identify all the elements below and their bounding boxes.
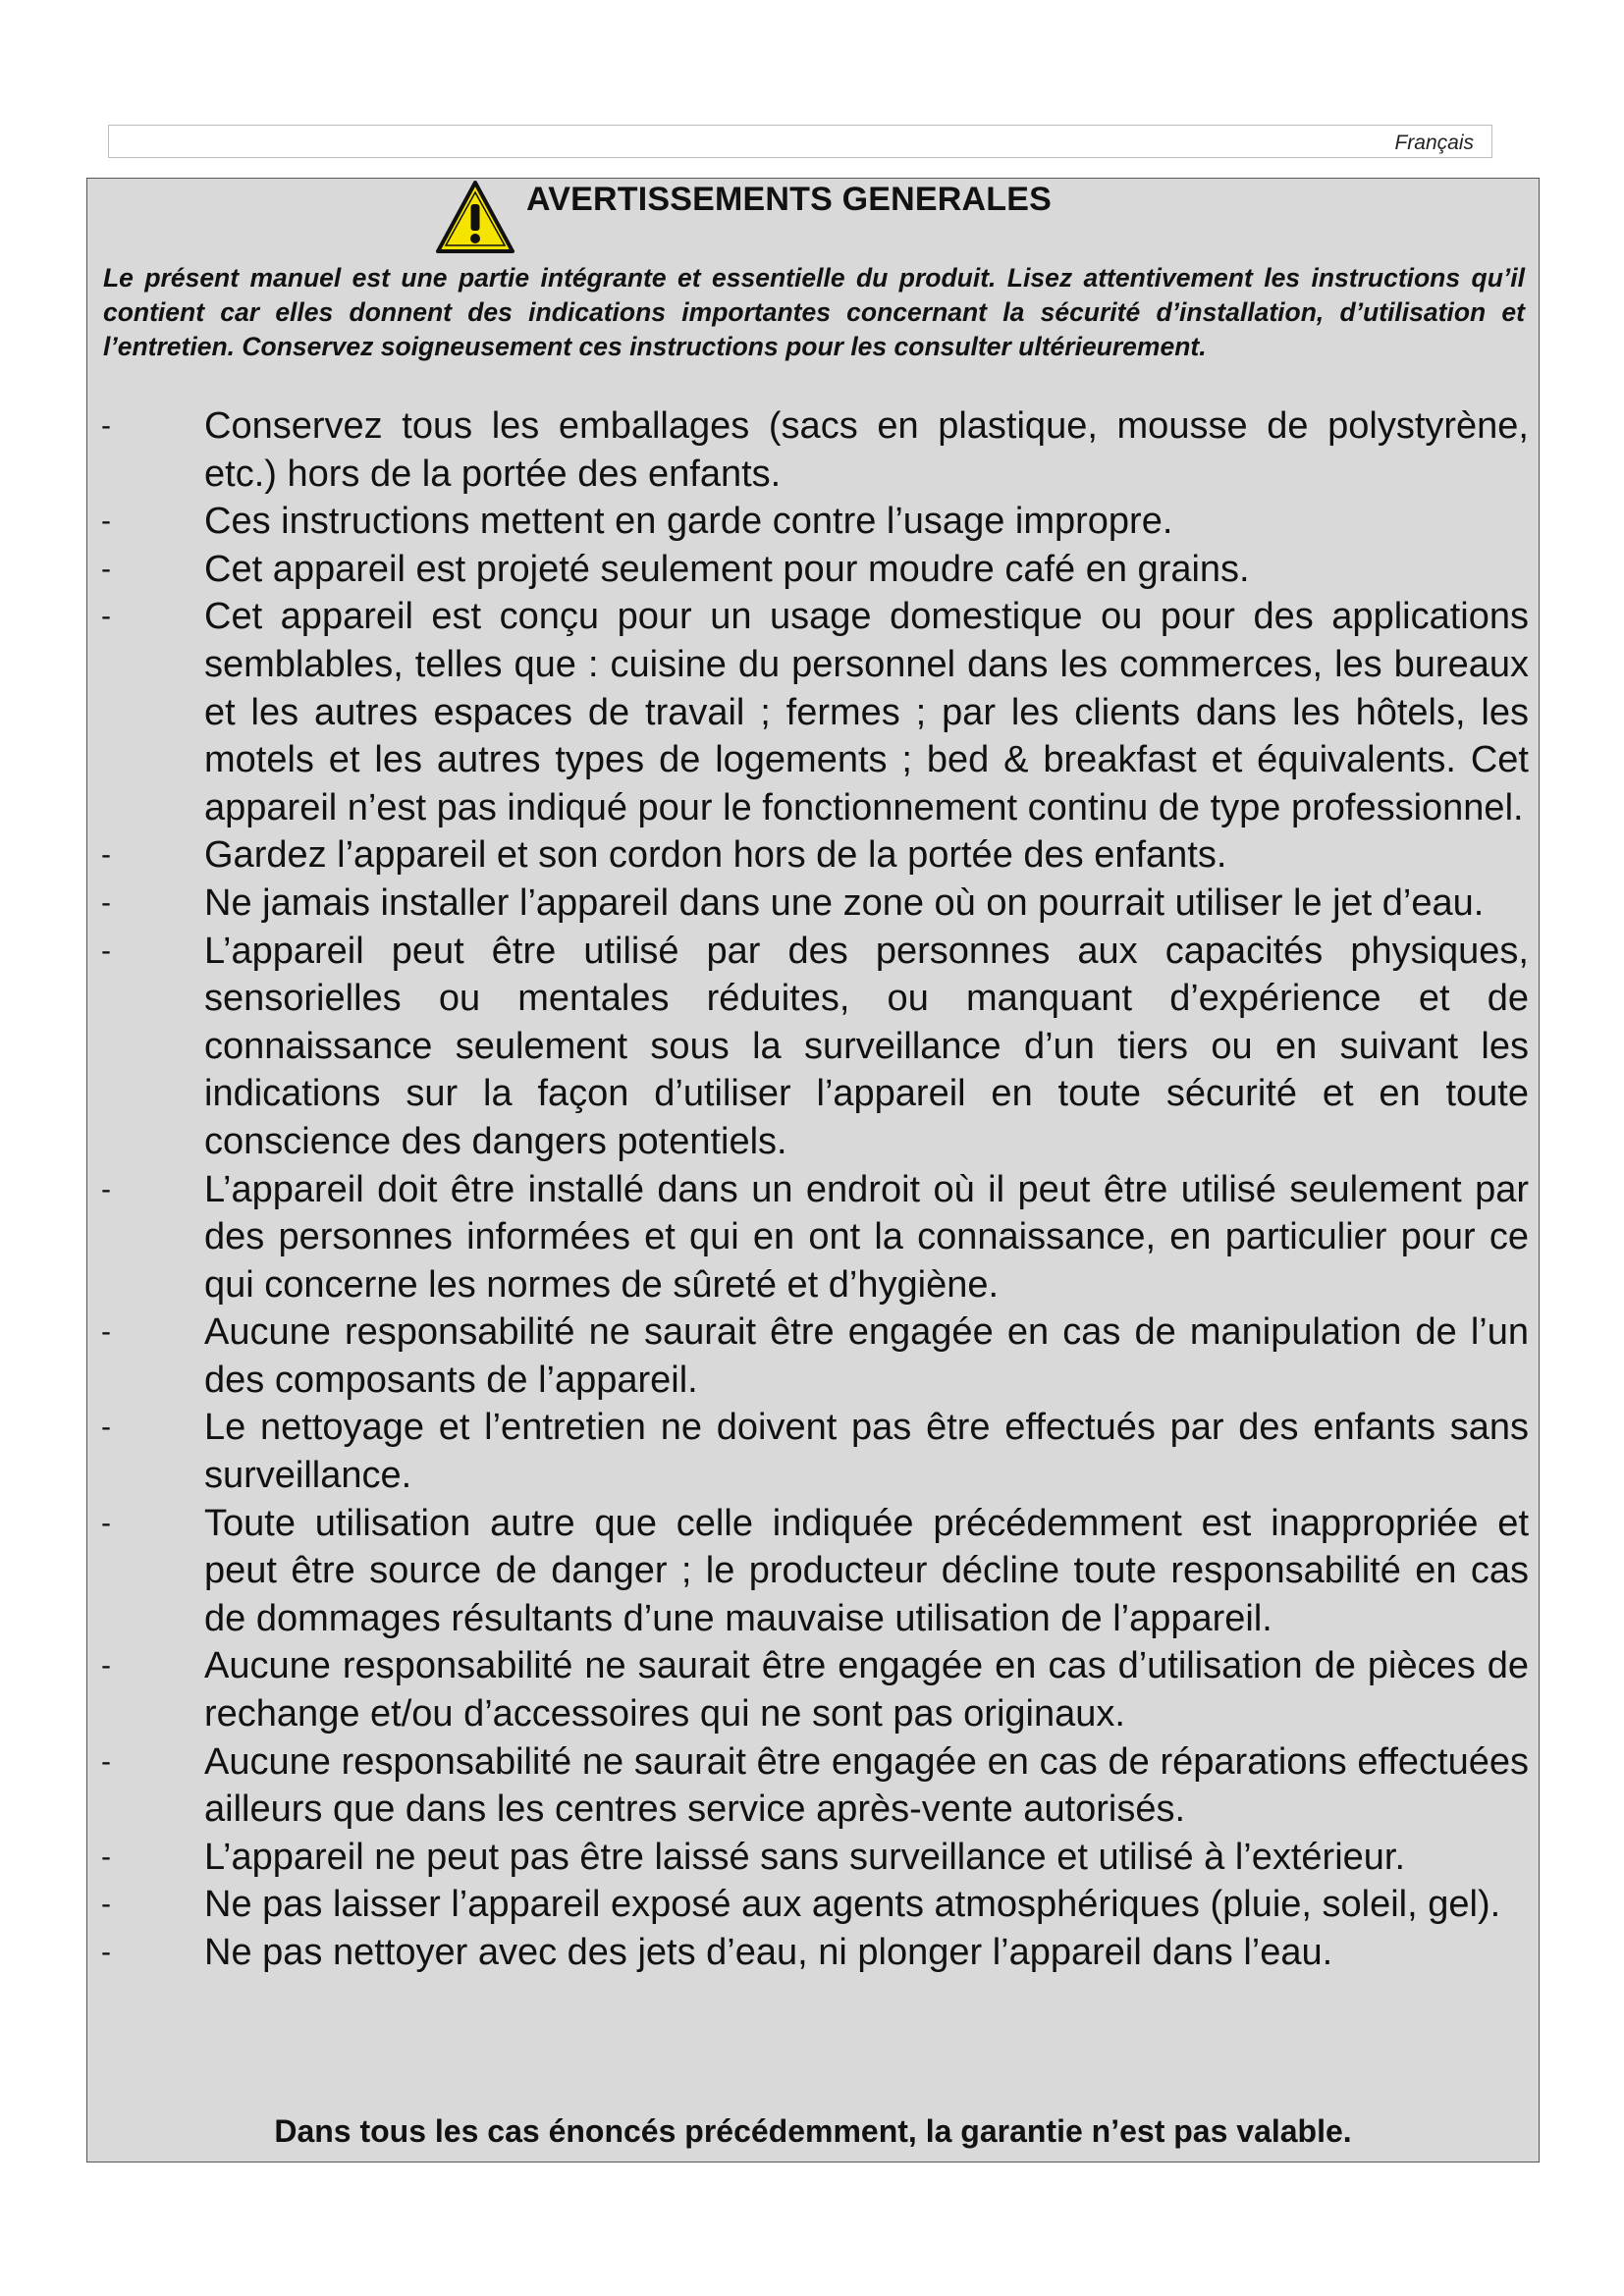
list-item: - Ne pas laisser l’appareil exposé aux agents atmosphériques (pluie, soleil, gel).: [101, 1884, 1501, 1926]
list-item: - Ces instructions mettent en garde contre l’usage impropre.: [101, 501, 1173, 543]
language-header: [108, 125, 1492, 158]
warning-list: [101, 402, 1529, 1977]
item-text: Aucune responsabilité ne saurait être engagée en cas de réparations effectuées ailleurs que dans les centres service après-vente autorisés.: [204, 1740, 1529, 1831]
list-item: - Ne jamais installer l’appareil dans une zone où on pourrait utiliser le jet d’eau.: [101, 881, 1485, 924]
list-item: - Gardez l’appareil et son cordon hors de la portée des enfants.: [101, 834, 1227, 877]
item-text: L’appareil peut être utilisé par des personnes aux capacités physiques, sensorielles ou mentales réduites, ou manquant d’expérience et de connaissance seulement sous la surveillance d’un tiers ou en suivant les indications sur la façon d’utiliser l’appareil en toute sécurité et en toute conscience des dangers potentiels.: [204, 930, 1529, 1162]
warnings-title: AVERTISSEMENTS GENERALES: [526, 181, 1053, 218]
list-item: - Le nettoyage et l’entretien ne doivent pas être effectués par des enfants sans surveillance.: [101, 1407, 1529, 1497]
warnings-box: [86, 178, 1540, 2163]
item-text: Cet appareil est projeté seulement pour moudre café en grains.: [204, 548, 1250, 590]
list-item: - L’appareil ne peut pas être laissé sans surveillance et utilisé à l’extérieur.: [101, 1836, 1406, 1878]
item-text: Conservez tous les emballages (sacs en plastique, mousse de polystyrène, etc.) hors de la portée des enfants.: [204, 405, 1529, 495]
item-text: L’appareil doit être installé dans un endroit où il peut être utilisé seulement par des personnes informées et qui en ont la connaissance, en particulier pour ce qui concerne les normes de sûreté et d’hygiène.: [204, 1168, 1529, 1306]
item-text: Ces instructions mettent en garde contre l’usage impropre.: [204, 501, 1173, 543]
item-text: L’appareil ne peut pas être laissé sans surveillance et utilisé à l’extérieur.: [204, 1836, 1406, 1878]
warranty-footer: Dans tous les cas énoncés précédemment, la garantie n’est pas valable.: [274, 2113, 1352, 2149]
item-text: Gardez l’appareil et son cordon hors de la portée des enfants.: [204, 834, 1227, 877]
item-text: Ne pas laisser l’appareil exposé aux agents atmosphériques (pluie, soleil, gel).: [204, 1884, 1501, 1926]
language-label: Français: [1394, 132, 1474, 154]
item-text: Ne jamais installer l’appareil dans une zone où on pourrait utiliser le jet d’eau.: [204, 881, 1485, 924]
item-text: Ne pas nettoyer avec des jets d’eau, ni plonger l’appareil dans l’eau.: [204, 1932, 1333, 1973]
list-item: - Ne pas nettoyer avec des jets d’eau, ni plonger l’appareil dans l’eau.: [101, 1932, 1333, 1973]
list-item: - Aucune responsabilité ne saurait être engagée en cas d’utilisation de pièces de rechange et/ou d’accessoires qui ne sont pas originaux.: [101, 1645, 1529, 1735]
item-text: Aucune responsabilité ne saurait être engagée en cas d’utilisation de pièces de rechange et/ou d’accessoires qui ne sont pas originaux.: [204, 1645, 1529, 1735]
list-item: - Aucune responsabilité ne saurait être engagée en cas de manipulation de l’un des composants de l’appareil.: [101, 1311, 1529, 1401]
list-item: - Cet appareil est conçu pour un usage domestique ou pour des applications semblables, telles que : cuisine du personnel dans les commerces, les bureaux et les autres espaces de travail ; fermes ; par les clients dans les hôtels, les motels et les autres types de logements ; bed & breakfast et équivalents. Cet appareil n’est pas indiqué pour le fonctionnement continu de type professionnel.: [101, 596, 1529, 828]
item-text: Cet appareil est conçu pour un usage domestique ou pour des applications semblables, telles que : cuisine du personnel dans les commerces, les bureaux et les autres espaces de travail ; fermes ; par les clients dans les hôtels, les motels et les autres types de logements ; bed & breakfast et équivalents. Cet appareil n’est pas indiqué pour le fonctionnement continu de type professionnel.: [204, 596, 1529, 828]
item-text: Toute utilisation autre que celle indiquée précédemment est inappropriée et peut être source de danger ; le producteur décline toute responsabilité en cas de dommages résultants d’une mauvaise utilisation de l’appareil.: [204, 1502, 1529, 1639]
item-text: Le nettoyage et l’entretien ne doivent pas être effectués par des enfants sans surveillance.: [204, 1407, 1529, 1497]
intro-paragraph: Le présent manuel est une partie intégrante et essentielle du produit. Lisez attentivement les instructions qu’il contient car elles donnent des indications importantes concernant la sécurité d’installation, d’utilisation et l’entretien. Conservez soigneusement ces instructions pour les consulter ultérieurement.: [103, 263, 1525, 361]
list-item: - L’appareil peut être utilisé par des personnes aux capacités physiques, sensorielles ou mentales réduites, ou manquant d’expérience et de connaissance seulement sous la surveillance d’un tiers ou en suivant les indications sur la façon d’utiliser l’appareil en toute sécurité et en toute conscience des dangers potentiels.: [101, 930, 1529, 1162]
list-item: - L’appareil doit être installé dans un endroit où il peut être utilisé seulement par des personnes informées et qui en ont la connaissance, en particulier pour ce qui concerne les normes de sûreté et d’hygiène.: [101, 1168, 1529, 1306]
list-item: - Conservez tous les emballages (sacs en plastique, mousse de polystyrène, etc.) hors de la portée des enfants.: [101, 405, 1529, 495]
list-item: - Cet appareil est projeté seulement pour moudre café en grains.: [101, 548, 1250, 590]
list-item: - Toute utilisation autre que celle indiquée précédemment est inappropriée et peut être source de danger ; le producteur décline toute responsabilité en cas de dommages résultants d’une mauvaise utilisation de l’appareil.: [101, 1502, 1529, 1639]
item-text: Aucune responsabilité ne saurait être engagée en cas de manipulation de l’un des composants de l’appareil.: [204, 1311, 1529, 1401]
list-item: - Aucune responsabilité ne saurait être engagée en cas de réparations effectuées ailleurs que dans les centres service après-vente autorisés.: [101, 1740, 1529, 1831]
warning-triangle-icon: [434, 179, 516, 255]
